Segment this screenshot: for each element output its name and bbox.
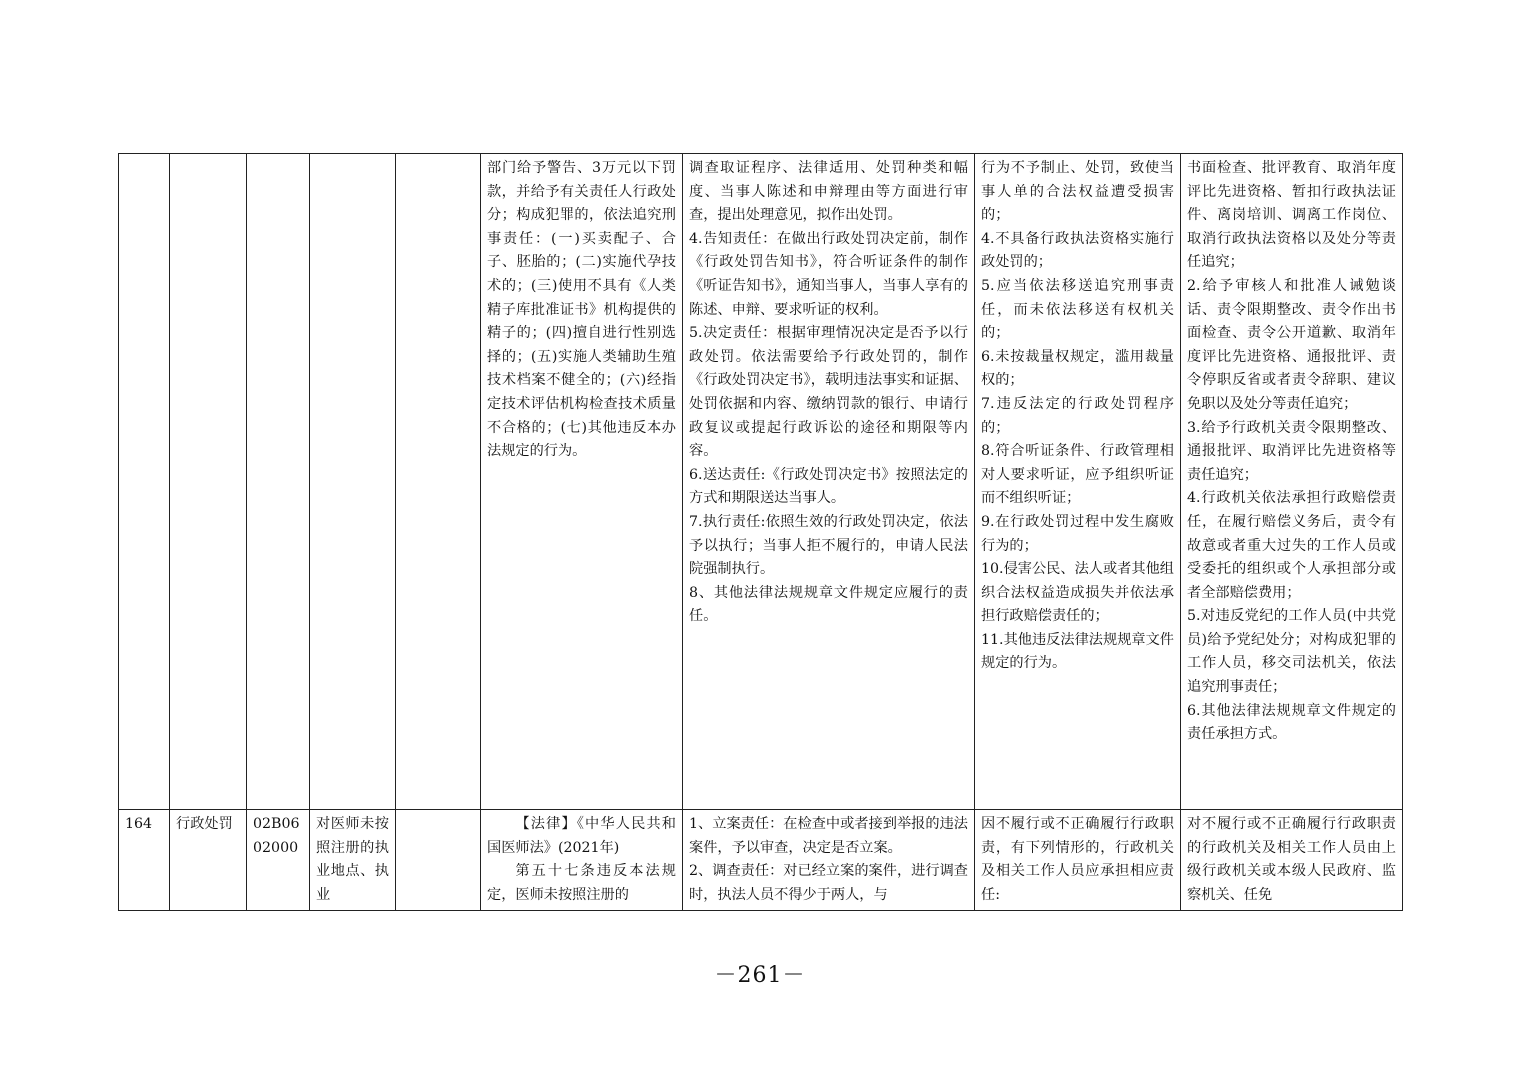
cell-item: [310, 154, 396, 810]
method-item: 4.行政机关依法承担行政赔偿责任，在履行赔偿义务后，责令有故意或者重大过失的工作人员或受委托的组织或个人承担部分或者全部赔偿费用；: [1187, 490, 1396, 601]
basis-article: 第五十七条违反本法规定，医师未按照注册的: [487, 863, 676, 903]
cell-basis: [481, 154, 683, 810]
case-item: 7.违反法定的行政处罚程序的；: [981, 395, 1174, 436]
cell-code: 02B0602000: [247, 810, 310, 911]
cell-no: 164: [119, 810, 170, 911]
responsibility-item: 5.决定责任：根据审理情况决定是否予以行政处罚。依法需要给予行政处罚的，制作《行政处罚决定书》，载明违法事实和证据、处罚依据和内容、缴纳罚款的银行、申请行政复议或提起行政诉讼的途径和期限等内容。: [689, 325, 968, 460]
case-item: 6.未按裁量权规定，滥用裁量权的；: [981, 348, 1174, 389]
cell-no: [119, 154, 170, 810]
case-item: 9.在行政处罚过程中发生腐败行为的；: [981, 513, 1174, 554]
responsibility-item: 6.送达责任:《行政处罚决定书》按照法定的方式和期限送达当事人。: [689, 466, 968, 507]
case-item: 10.侵害公民、法人或者其他组织合法权益造成损失并依法承担行政赔偿责任的；: [981, 561, 1174, 625]
cell-accountability-methods: 对不履行或不正确履行行政职责的行政机关及相关工作人员由上级行政机关或本级人民政府、监察机关、任免: [1181, 810, 1403, 911]
cell-sub-item: [396, 810, 481, 911]
method-item: 6.其他法律法规规章文件规定的责任承担方式。: [1187, 702, 1396, 743]
method-item: 2.给予审核人和批准人诫勉谈话、责令限期整改、责令作出书面检查、责令公开道歉、取消年度评比先进资格、通报批评、责令停职反省或者责令辞职、建议免职以及处分等责任追究；: [1187, 277, 1396, 412]
cell-item: 对医师未按照注册的执业地点、执业: [310, 810, 396, 911]
cell-sub-item: [396, 154, 481, 810]
responsibility-item: 1、立案责任：在检查中或者接到举报的违法案件，予以审查，决定是否立案。: [689, 816, 968, 856]
responsibility-item: 调查取证程序、法律适用、处罚种类和幅度、当事人陈述和申辩理由等方面进行审查，提出处理意见，拟作出处罚。: [689, 160, 968, 224]
responsibility-table: [118, 153, 1403, 911]
case-item: 11.其他违反法律法规规章文件规定的行为。: [981, 631, 1174, 672]
responsibility-item: 7.执行责任:依照生效的行政处罚决定，依法予以执行；当事人拒不履行的，申请人民法院强制执行。: [689, 513, 968, 578]
cell-type: 行政处罚: [170, 810, 247, 911]
case-item: 4.不具备行政执法资格实施行政处罚的；: [981, 230, 1174, 271]
cell-responsibilities: [683, 810, 975, 911]
cell-type: [170, 154, 247, 810]
method-item: 书面检查、批评教育、取消年度评比先进资格、暂扣行政执法证件、离岗培训、调离工作岗位、取消行政执法资格以及处分等责任追究；: [1187, 160, 1396, 271]
cell-accountability-cases: 因不履行或不正确履行行政职责，有下列情形的，行政机关及相关工作人员应承担相应责任:: [975, 810, 1181, 911]
case-item: 5.应当依法移送追究刑事责任，而未依法移送有权机关的；: [981, 277, 1174, 342]
responsibility-item: 2、调查责任：对已经立案的案件，进行调查时，执法人员不得少于两人，与: [689, 863, 968, 903]
table-row: [119, 810, 1403, 911]
basis-text: 部门给予警告、3万元以下罚款，并给予有关责任人行政处分；构成犯罪的，依法追究刑事责任：(一)买卖配子、合子、胚胎的；(二)实施代孕技术的；(三)使用不具有《人类精子库批准证书》机构提供的精子的；(四)擅自进行性别选择的；(五)实施人类辅助生殖技术档案不健全的；(六)经指定技术评估机构检查技术质量不合格的；(七)其他违反本办法规定的行为。: [487, 160, 676, 460]
cell-code: [247, 154, 310, 810]
cell-responsibilities: [683, 154, 975, 810]
case-item: 行为不予制止、处罚，致使当事人单的合法权益遭受损害的；: [981, 160, 1174, 224]
basis-law-title: 【法律】《中华人民共和国医师法》(2021年): [487, 816, 676, 856]
case-item: 8.符合听证条件、行政管理相对人要求听证，应予组织听证而不组织听证；: [981, 443, 1174, 507]
method-item: 3.给予行政机关责令限期整改、通报批评、取消评比先进资格等责任追究；: [1187, 419, 1396, 483]
method-item: 5.对违反党纪的工作人员(中共党员)给予党纪处分；对构成犯罪的工作人员，移交司法机关，依法追究刑事责任；: [1187, 608, 1396, 696]
page-number: －261－: [714, 963, 806, 988]
cell-basis: [481, 810, 683, 911]
cell-accountability-cases: [975, 154, 1181, 810]
responsibility-item: 8、其他法律法规规章文件规定应履行的责任。: [689, 584, 968, 625]
responsibility-item: 4.告知责任：在做出行政处罚决定前，制作《行政处罚告知书》，符合听证条件的制作《听证告知书》，通知当事人，当事人享有的陈述、申辩、要求听证的权利。: [689, 230, 968, 318]
cell-accountability-methods: [1181, 154, 1403, 810]
table-row: [119, 154, 1403, 810]
